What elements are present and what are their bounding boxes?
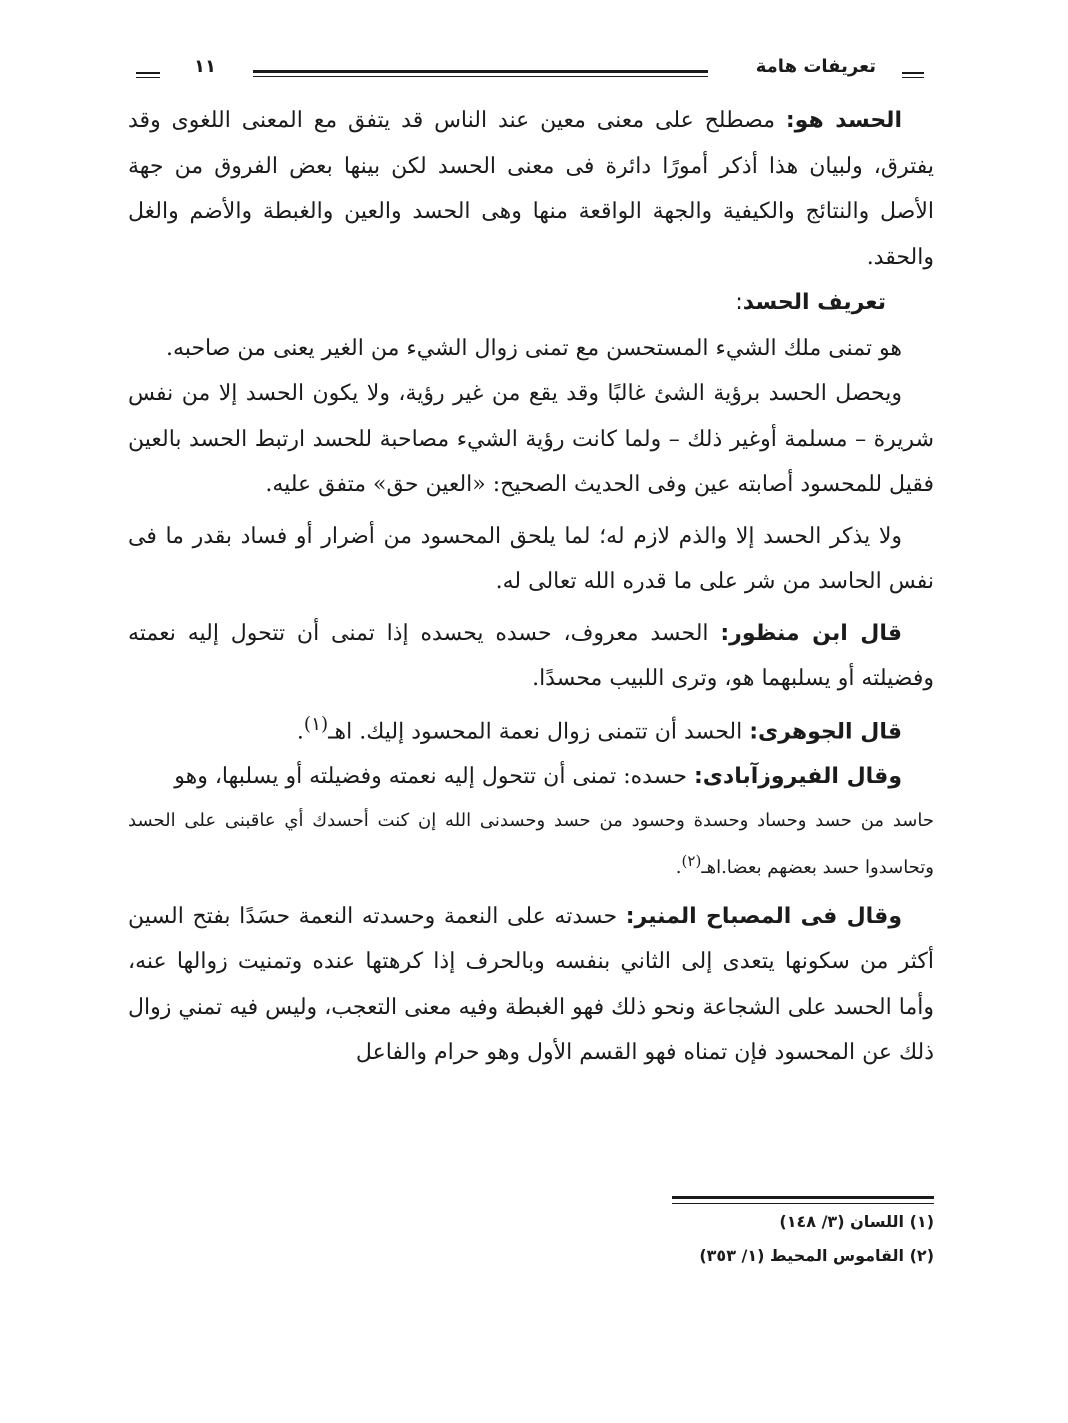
intro-text: مصطلح على معنى معين عند الناس قد يتفق مع المعنى اللغوى وقد يفترق، ولبيان هذا أذكر أمورًا دائرة فى معنى الحسد لكن بينها بعض الفروق من جهة الأصل والنتائج والكيفية والجهة الواقعة منها وهى الحسد والعين والغبطة والأضم والغل والحقد. bbox=[128, 108, 934, 270]
quote-fayruzabadi-text: حسده: تمنى أن تتحول إليه نعمته وفضيلته أو يسلبها، وهو bbox=[174, 764, 694, 790]
quote-ibn-manzur bbox=[128, 611, 934, 702]
header-rule bbox=[253, 70, 708, 77]
paragraph-definition: هو تمنى ملك الشيء المستحسن مع تمنى زوال الشيء من الغير يعنى من صاحبه. bbox=[166, 335, 902, 361]
quote-fayruzabadi-lead: وقال الفيروزآبادى: bbox=[693, 764, 902, 790]
header-dash-right bbox=[902, 72, 924, 78]
footnote-ref-2: (٢) bbox=[681, 851, 702, 870]
section-heading-colon: : bbox=[735, 290, 743, 315]
quote-fayruzabadi-end: . bbox=[675, 856, 682, 878]
quote-ibn-manzur-lead: قال ابن منظور: bbox=[720, 620, 902, 646]
quote-jawhari bbox=[128, 702, 934, 755]
quote-fayruzabadi bbox=[128, 754, 934, 800]
footnote-2: (٢) القاموس المحيط (١/ ٣٥٣) bbox=[699, 1246, 934, 1265]
header-dash-left bbox=[136, 72, 160, 78]
quote-jawhari-lead: قال الجوهرى: bbox=[749, 718, 902, 744]
section-heading bbox=[128, 280, 934, 326]
quote-fayruzabadi-continued bbox=[128, 800, 934, 888]
intro-paragraph bbox=[128, 98, 934, 280]
quote-jawhari-text: الحسد أن تتمنى زوال نعمة المحسود إليك. اهـ bbox=[328, 718, 750, 744]
quote-misbah-lead: وقال فى المصباح المنير: bbox=[625, 903, 903, 929]
quote-fayruzabadi-small: حاسد من حسد وحساد وحسدة وحسود من حسد وحسدنى الله إن كنت أحسدك أي عاقبنى على الحسد وتحاسدوا حسد بعضهم بعضا.اهـ bbox=[128, 809, 934, 878]
page-number: ١١ bbox=[194, 56, 216, 77]
paragraph-blame: ولا يذكر الحسد إلا والذم لازم له؛ لما يلحق المحسود من أضرار أو فساد بقدر ما فى نفس الحاسد من شر على ما قدره الله تعالى له. bbox=[128, 523, 934, 594]
quote-jawhari-end: . bbox=[296, 718, 304, 744]
intro-lead: الحسد هو: bbox=[785, 108, 902, 133]
section-heading-text: تعريف الحسد bbox=[742, 290, 886, 315]
header-title: تعريفات هامة bbox=[755, 56, 876, 77]
body-text bbox=[128, 98, 934, 1076]
running-header bbox=[128, 56, 934, 88]
quote-misbah bbox=[128, 894, 934, 1076]
footnote-1: (١) اللسان (٣/ ١٤٨) bbox=[779, 1212, 934, 1231]
footnotes bbox=[500, 1205, 934, 1273]
footnote-ref-1: (١) bbox=[303, 713, 329, 735]
quote-misbah-text: حسدته على النعمة وحسدته النعمة حسَدًا بفتح السين أكثر من سكونها يتعدى إلى الثاني بنفسه وبالحرف إذا كرهتها عنده وتمنيت زوالها عنه، وأما الحسد على الشجاعة ونحو ذلك فهو الغبطة وفيه معنى التعجب، وليس فيه تمني زوال ذلك عن المحسود فإن تمناه فهو القسم الأول وهو حرام والفاعل bbox=[128, 903, 934, 1066]
quote-ibn-manzur-text: الحسد معروف، حسده يحسده إذا تمنى أن تتحول إليه نعمته وفضيلته أو يسلبهما هو، وترى اللبيب محسدًا. bbox=[128, 620, 934, 691]
footnote-rule bbox=[672, 1196, 934, 1204]
paragraph-occurrence: ويحصل الحسد برؤية الشئ غالبًا وقد يقع من غير رؤية، ولا يكون الحسد إلا من نفس شريرة – مسلمة أوغير ذلك – ولما كانت رؤية الشيء مصاحبة للحسد ارتبط الحسد بالعين فقيل للمحسود أصابته عين وفى الحديث الصحيح: «العين حق» متفق عليه. bbox=[128, 381, 934, 497]
